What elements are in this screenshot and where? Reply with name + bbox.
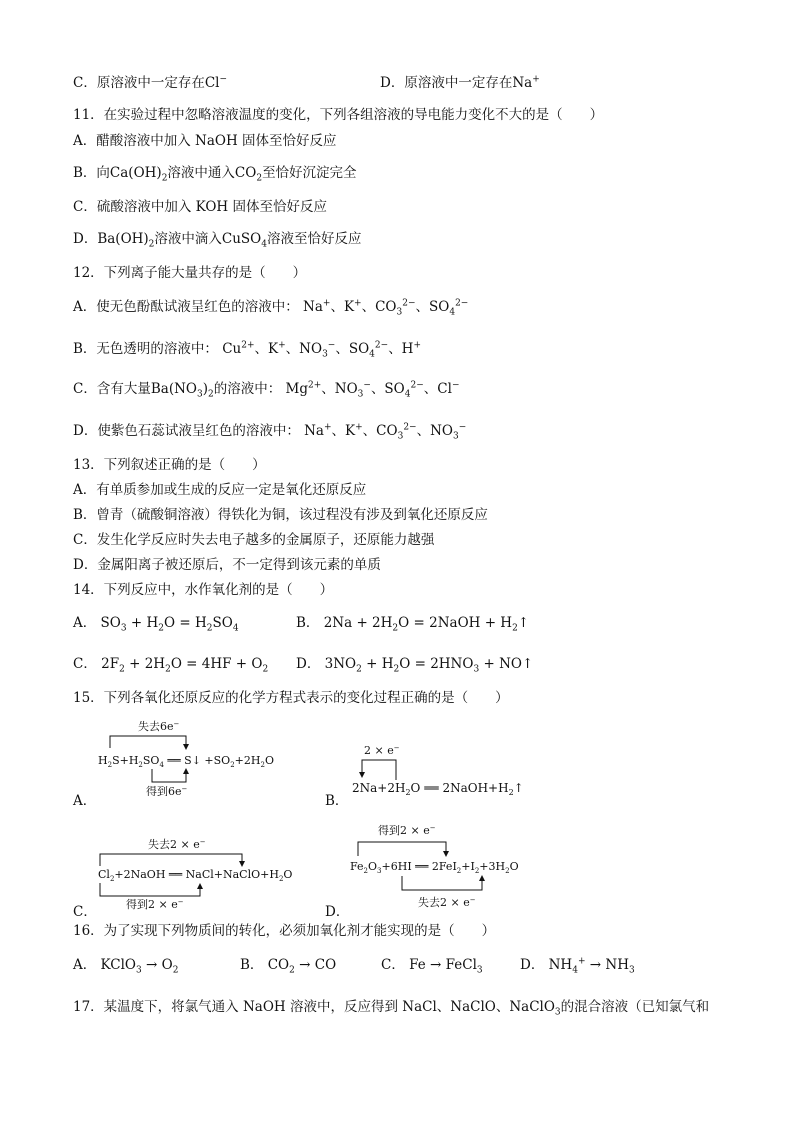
q12-stem: 12．下列离子能大量共存的是（ ） [73, 265, 307, 281]
q16-d-label: D． [520, 957, 545, 973]
q14-option-d: D． $3NO_2 + H_2O = 2HNO_3$ + NO↑ [296, 656, 534, 675]
q15-b-bracket [362, 760, 396, 780]
q11-b-mid: 溶液中通入 [167, 165, 235, 181]
q11-d-mid: 溶液中滴入 [154, 231, 222, 247]
q12-d-text: D．使紫色石蕊试液呈红色的溶液中： [73, 423, 300, 439]
q14-option-b: B． $2Na + 2H_2O$ = 2NaOH + $H_2↑$ [296, 615, 530, 634]
q10-option-c-text: C．原溶液中一定存在 [73, 75, 205, 91]
q15-d-bottom-arrowhead [479, 875, 485, 881]
q11-d-pre: D． [73, 231, 98, 247]
q16-option-b: B． $CO_2$ → CO [240, 957, 337, 976]
q11-stem: 11．在实验过程中忽略溶液温度的变化，下列各组溶液的导电能力变化不大的是（ ） [73, 107, 604, 123]
q15-c-top-bracket [100, 854, 242, 866]
q15-option-b-label: B． [325, 793, 349, 809]
q15-c-bottom-arrowhead [197, 883, 203, 889]
q16-c-label: C． [381, 957, 405, 973]
q10-option-d-text: D．原溶液中一定存在 [380, 75, 513, 91]
q13-option-b: B．曾青（硫酸铜溶液）得铁化为铜，该过程没有涉及到氧化还原反应 [73, 507, 488, 523]
q15-a-bottom-arrowhead [183, 768, 189, 774]
q12-option-a: A．使无色酚酞试液呈红色的溶液中： Na+、K+、$CO_3^{2-}$、$SO_4^{2-}$ [73, 298, 469, 318]
q11-b-co: CO [234, 165, 257, 181]
q15-option-a-label: A． [73, 793, 97, 809]
q13-stem: 13．下列叙述正确的是（ ） [73, 457, 266, 473]
q16-option-a: A． KClO$_3$ → $O_2$ [73, 957, 179, 976]
q15-d-top-arrowhead [443, 851, 449, 857]
q15-stem: 15．下列各氧化还原反应的化学方程式表示的变化过程正确的是（ ） [73, 690, 509, 706]
q15-c-equation: $Cl_2+2NaOH$ ══ $NaCl+NaClO+H_2O$ [98, 868, 293, 883]
q15-a-equation: $H_2S+H_2SO_4$ ══ S↓ $+SO_2+2H_2O$ [98, 754, 274, 769]
q10-option-d [380, 74, 540, 92]
q14-option-a: A． $SO_3 + H_2O = H_2SO_4$ [73, 615, 239, 634]
q15-b-equation: $2Na+2H_2O$ ══ $2NaOH+H_2↑$ [352, 781, 524, 797]
q16-a-label: A． [73, 957, 97, 973]
q15-diagram-d [348, 820, 548, 910]
q15-a-top-bracket [110, 736, 186, 748]
q11-b-sub: 2 [161, 173, 168, 184]
q17-stem-post: 的混合溶液（已知氯气和 [560, 999, 710, 1015]
q12-option-d: D．使紫色石蕊试液呈红色的溶液中： Na+、K+、$CO_3^{2-}$、$NO_3^-$ [73, 422, 467, 442]
q12-option-c: C．含有大量$Ba(NO_3)_2$的溶液中： $Mg^{2+}$、$NO_3^-$、$SO_4^{2-}$、Cl− [73, 380, 460, 400]
q10-option-c [73, 74, 227, 92]
q15-diagram-a [96, 716, 286, 796]
q15-option-d-label: D． [325, 904, 350, 920]
q13-option-a: A．有单质参加或生成的反应一定是氧化还原反应 [73, 482, 367, 498]
q16-stem: 16．为了实现下列物质间的转化，必须加氧化剂才能实现的是（ ） [73, 923, 496, 939]
q11-option-c: C．硫酸溶液中加入 KOH 固体至恰好反应 [73, 199, 327, 215]
q13-option-c: C．发生化学反应时失去电子越多的金属原子，还原能力越强 [73, 532, 435, 548]
q15-d-top-bracket [358, 842, 446, 856]
q11-option-a: A．醋酸溶液中加入 NaOH 固体至恰好反应 [73, 133, 337, 149]
q11-b-chem: Ca(OH) [109, 165, 162, 181]
q10-option-d-charge: + [532, 74, 540, 85]
q10-option-d-ion: Na [512, 75, 533, 91]
q17-stem: 17．某温度下，将氯气通入 NaOH 溶液中，反应得到 NaCl、NaClO、NaClO$_3$的混合溶液（已知氯气和 [73, 999, 710, 1018]
q15-d-top-label: 得到2 × e− [378, 824, 436, 837]
q16-option-c: C． Fe → FeCl$_3$ [381, 957, 483, 976]
q14-d-label: D． [296, 656, 321, 672]
q17-stem-pre: 17．某温度下，将氯气通入 NaOH 溶液中，反应得到 [73, 999, 398, 1015]
q12-c-text-post: 的溶液中： [213, 381, 282, 397]
q15-a-top-arrowhead [183, 744, 189, 750]
q11-b-post: 至恰好沉淀完全 [262, 165, 357, 181]
q13-option-d: D．金属阳离子被还原后，不一定得到该元素的单质 [73, 557, 381, 573]
q15-option-c-label: C． [73, 904, 97, 920]
q15-b-top-label: 2 × e− [364, 744, 400, 757]
q15-c-bottom-bracket [100, 883, 200, 896]
q15-diagram-b [348, 742, 548, 798]
q11-b-co-sub: 2 [256, 173, 263, 184]
q16-option-d: D． $NH_4^+ \to NH_3$ [520, 956, 635, 976]
q15-a-bottom-label: 得到6e− [146, 785, 188, 796]
q11-d-chem: Ba(OH) [97, 231, 149, 247]
q11-option-b [73, 164, 357, 182]
q12-c-text-pre: C．含有大量 [73, 381, 151, 397]
q10-option-c-charge: − [219, 74, 228, 85]
q16-b-label: B． [240, 957, 264, 973]
q12-b-text: B．无色透明的溶液中： [73, 341, 218, 357]
q15-d-bottom-label: 失去2 × e− [418, 896, 476, 909]
q14-b-label: B． [296, 615, 320, 631]
q15-diagram-c [96, 834, 296, 910]
q15-a-top-label: 失去6e− [138, 720, 180, 733]
q11-option-d [73, 230, 361, 248]
q11-b-pre: B．向 [73, 165, 110, 181]
q15-d-bottom-bracket [402, 876, 482, 890]
q15-c-top-label: 失去2 × e− [148, 838, 206, 851]
q11-d-sub: 2 [148, 239, 155, 250]
q12-a-text: A．使无色酚酞试液呈红色的溶液中： [73, 299, 299, 315]
q14-stem: 14．下列反应中，水作氧化剂的是（ ） [73, 582, 334, 598]
q15-a-bottom-bracket [152, 769, 186, 782]
q15-c-top-arrowhead [239, 861, 245, 867]
q14-option-c: C． $2F_2 + 2H_2O = 4HF + O_2$ [73, 656, 269, 675]
q11-d-cuso-sub: 4 [261, 239, 267, 250]
q14-a-label: A． [73, 615, 97, 631]
q11-d-post: 溶液至恰好反应 [266, 231, 362, 247]
q14-c-label: C． [73, 656, 97, 672]
q15-d-equation: $Fe_2O_3+6HI$ ══ $2FeI_2+I_2+3H_2O$ [350, 860, 519, 875]
q11-d-cuso: CuSO [221, 231, 262, 247]
q15-c-bottom-label: 得到2 × e− [126, 898, 184, 910]
q15-b-arrowhead [359, 772, 365, 778]
q10-option-c-ion: Cl [204, 75, 220, 91]
q12-option-b: B．无色透明的溶液中： $Cu^{2+}$、K+、$NO_3^-$、$SO_4^{2-}$、H+ [73, 340, 422, 360]
